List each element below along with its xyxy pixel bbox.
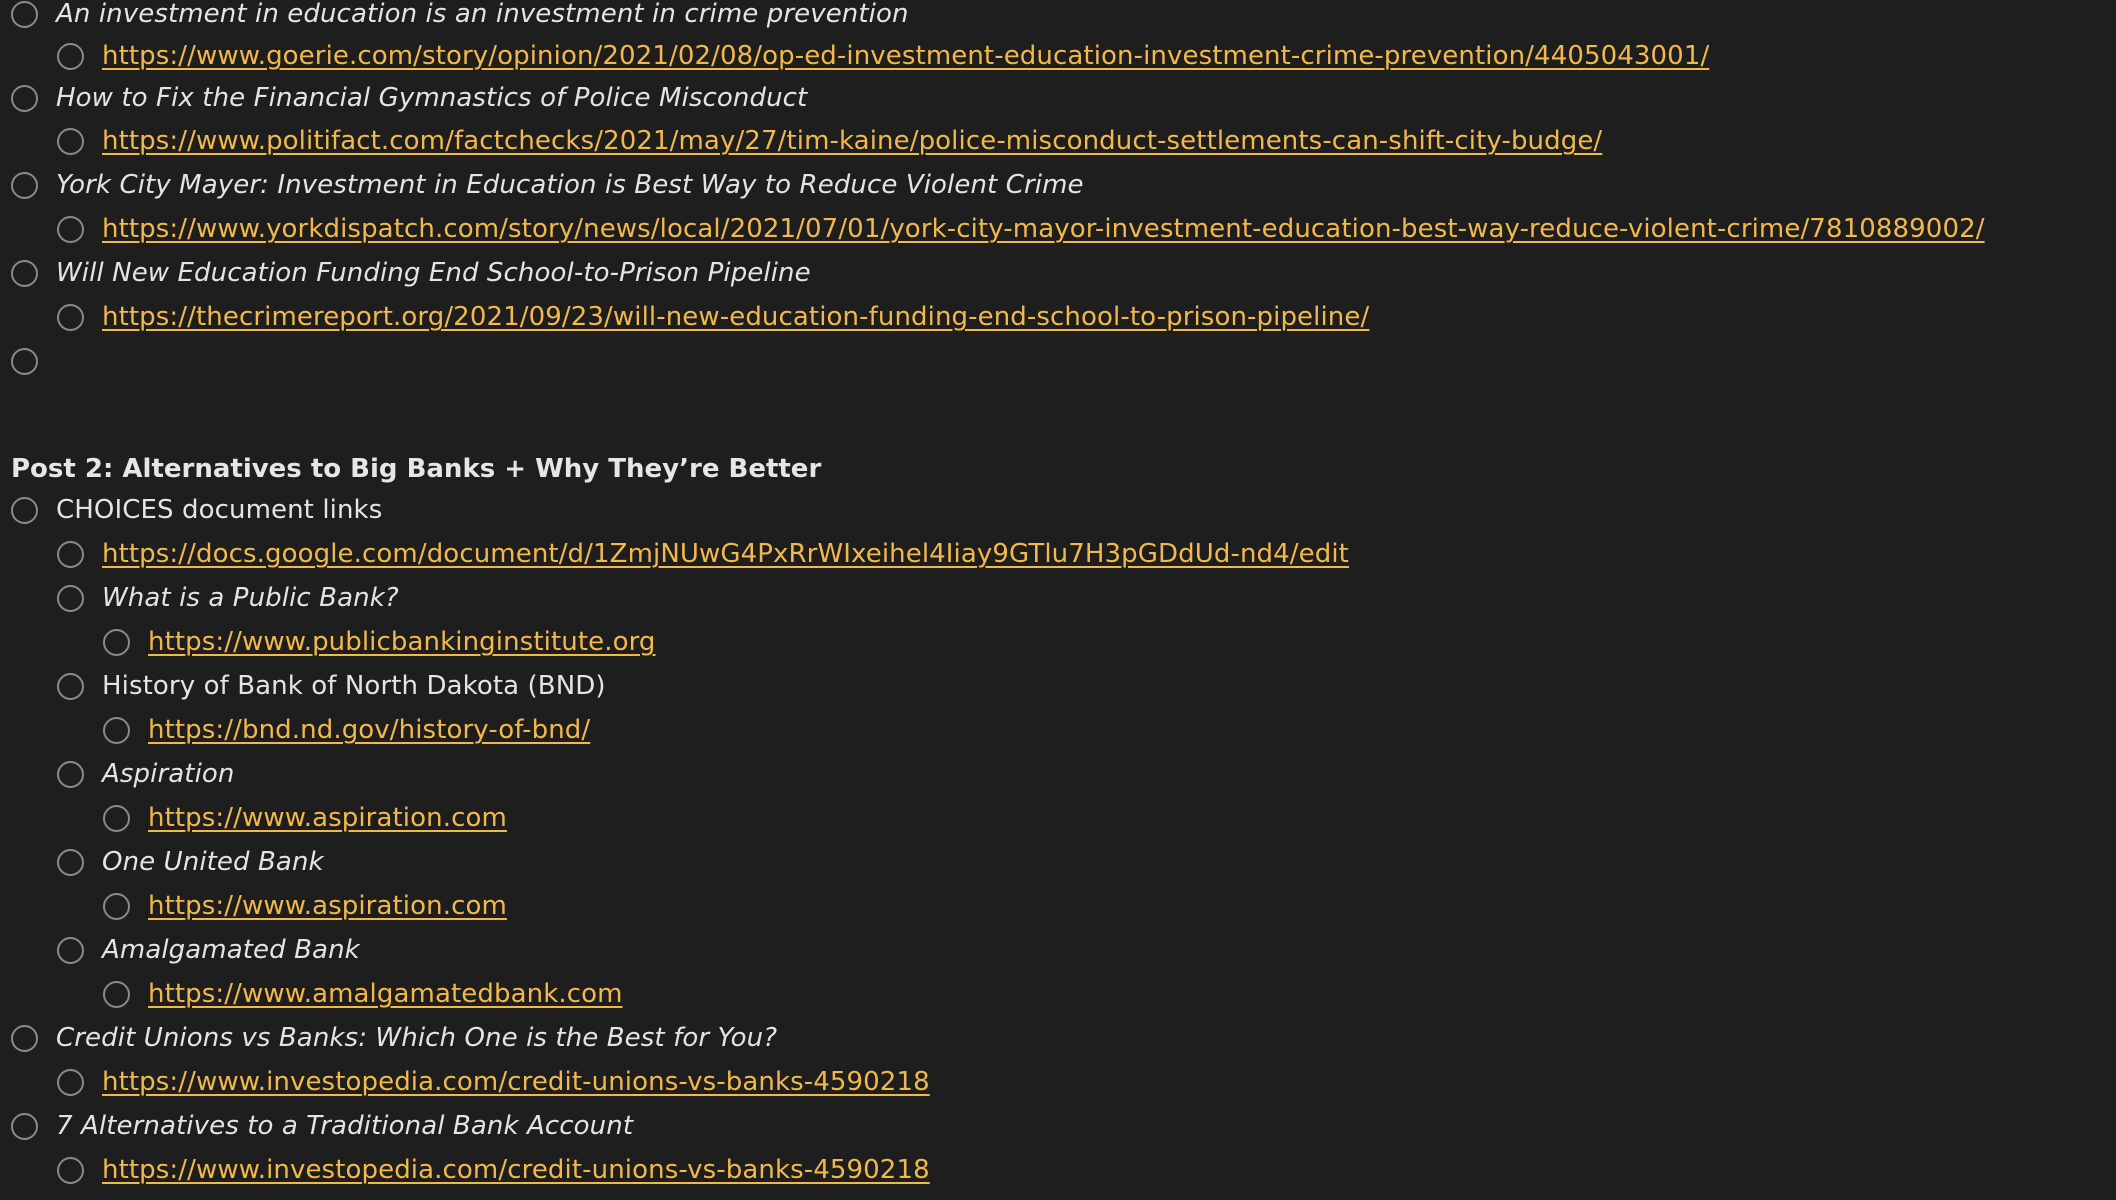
checkbox[interactable] <box>11 172 38 199</box>
item-title: How to Fix the Financial Gymnastics of Police Misconduct <box>56 83 808 113</box>
item-title: CHOICES document links <box>56 495 383 525</box>
checkbox[interactable] <box>11 1 38 28</box>
item-link[interactable]: https://www.amalgamatedbank.com <box>148 979 623 1009</box>
section-heading: Post 2: Alternatives to Big Banks + Why They’re Better <box>11 454 822 484</box>
item-title: What is a Public Bank? <box>102 583 399 613</box>
item-link[interactable]: https://bnd.nd.gov/history-of-bnd/ <box>148 715 591 745</box>
checkbox[interactable] <box>11 497 38 524</box>
item-link[interactable]: https://docs.google.com/document/d/1ZmjNUwG4PxRrWIxeihel4Iiay9GTlu7H3pGDdUd-nd4/edit <box>102 539 1349 569</box>
checkbox[interactable] <box>103 805 130 832</box>
item-link[interactable]: https://www.investopedia.com/credit-unions-vs-banks-4590218 <box>102 1155 930 1185</box>
item-title: Amalgamated Bank <box>102 935 360 965</box>
item-link[interactable]: https://www.aspiration.com <box>148 803 507 833</box>
checkbox[interactable] <box>57 216 84 243</box>
checkbox[interactable] <box>57 1157 84 1184</box>
list-item <box>0 1062 930 1102</box>
list-item <box>0 78 807 118</box>
list-item <box>0 930 360 970</box>
checkbox[interactable] <box>57 673 84 700</box>
list-item <box>0 710 590 750</box>
empty-list-item <box>0 341 38 381</box>
checkbox[interactable] <box>57 585 84 612</box>
list-item <box>0 297 1369 337</box>
item-link[interactable]: https://www.investopedia.com/credit-unions-vs-banks-4590218 <box>102 1067 930 1097</box>
item-title: Aspiration <box>102 759 235 789</box>
checkbox[interactable] <box>11 1025 38 1052</box>
item-title: History of Bank of North Dakota (BND) <box>102 671 606 701</box>
checkbox[interactable] <box>57 304 84 331</box>
list-item <box>0 165 1084 205</box>
item-link[interactable]: https://www.yorkdispatch.com/story/news/local/2021/07/01/york-city-mayor-investment-education-best-way-reduce-violent-crime/7810889002/ <box>102 214 1985 244</box>
list-item <box>0 534 1349 574</box>
checkbox[interactable] <box>103 981 130 1008</box>
list-item <box>0 666 606 706</box>
list-item <box>0 842 324 882</box>
item-title: One United Bank <box>102 847 324 877</box>
item-title: Will New Education Funding End School-to-Prison Pipeline <box>56 258 811 288</box>
list-item <box>0 974 623 1014</box>
checkbox[interactable] <box>11 85 38 112</box>
list-item <box>0 886 507 926</box>
checkbox[interactable] <box>11 348 38 375</box>
checkbox[interactable] <box>57 849 84 876</box>
checkbox[interactable] <box>57 761 84 788</box>
checkbox[interactable] <box>57 541 84 568</box>
checkbox[interactable] <box>11 260 38 287</box>
list-item <box>0 798 507 838</box>
list-item <box>0 209 1985 249</box>
checkbox[interactable] <box>57 1069 84 1096</box>
item-title: An investment in education is an investment in crime prevention <box>56 0 909 29</box>
checkbox[interactable] <box>103 629 130 656</box>
item-title: York City Mayer: Investment in Education is Best Way to Reduce Violent Crime <box>56 170 1084 200</box>
checkbox[interactable] <box>103 717 130 744</box>
list-item <box>0 1018 777 1058</box>
checkbox[interactable] <box>103 893 130 920</box>
list-item <box>0 253 811 293</box>
list-item <box>0 36 1709 76</box>
checkbox[interactable] <box>11 1113 38 1140</box>
item-link[interactable]: https://www.goerie.com/story/opinion/2021/02/08/op-ed-investment-education-investment-crime-prevention/4405043001/ <box>102 41 1710 71</box>
list-item <box>0 1106 633 1146</box>
item-link[interactable]: https://thecrimereport.org/2021/09/23/will-new-education-funding-end-school-to-prison-pipeline/ <box>102 302 1370 332</box>
item-link[interactable]: https://www.aspiration.com <box>148 891 507 921</box>
item-link[interactable]: https://www.publicbankinginstitute.org <box>148 627 656 657</box>
checkbox[interactable] <box>57 43 84 70</box>
list-item <box>0 0 909 34</box>
list-item <box>0 490 382 530</box>
item-title: 7 Alternatives to a Traditional Bank Account <box>56 1111 634 1141</box>
list-item <box>0 622 656 662</box>
checkbox[interactable] <box>57 937 84 964</box>
item-title: Credit Unions vs Banks: Which One is the Best for You? <box>56 1023 778 1053</box>
checkbox[interactable] <box>57 128 84 155</box>
list-item <box>0 578 399 618</box>
list-item <box>0 121 1602 161</box>
list-item <box>0 1150 930 1190</box>
list-item <box>0 754 235 794</box>
item-link[interactable]: https://www.politifact.com/factchecks/2021/may/27/tim-kaine/police-misconduct-settlements-can-shift-city-budge/ <box>102 126 1603 156</box>
